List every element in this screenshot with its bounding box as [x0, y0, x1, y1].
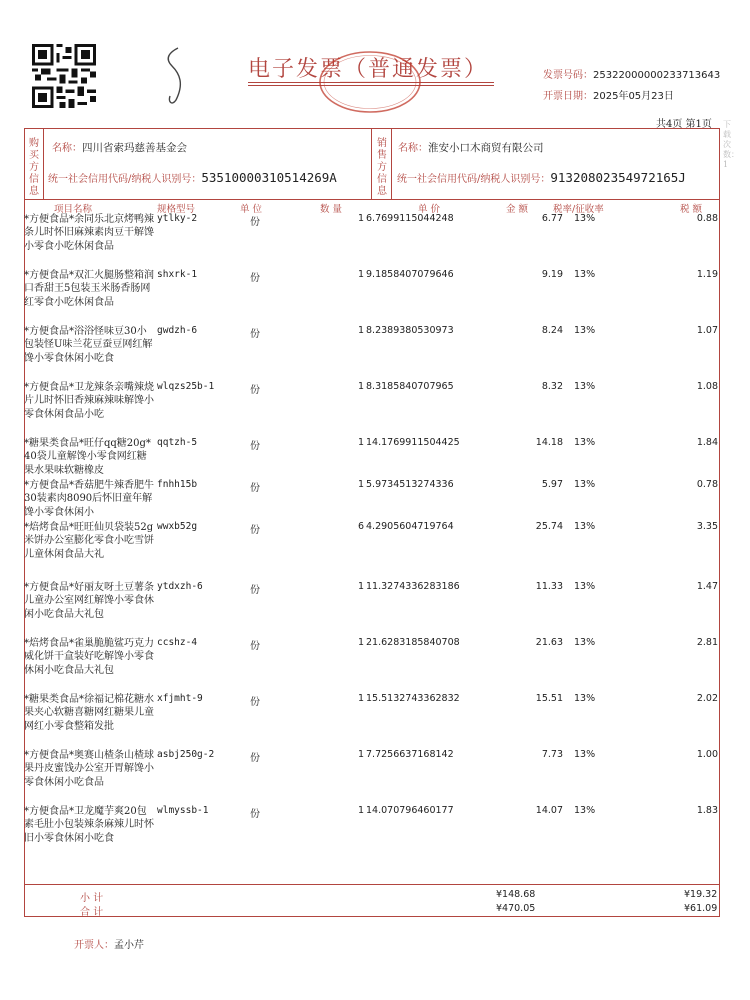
item-name: *方便食品*香菇肥牛辣香肥牛30装素肉8090后怀旧童年解馋小零食休闲小	[24, 480, 154, 518]
table-row	[24, 269, 720, 325]
issuer-label: 开票人：	[74, 940, 114, 951]
subtotal-label: 小 计	[80, 893, 104, 904]
item-price: 4.2905604719764	[366, 521, 454, 532]
item-amount: 14.07	[535, 805, 563, 816]
item-price: 15.5132743362832	[366, 693, 460, 704]
item-spec: ccshz-4	[157, 637, 198, 648]
seller-tax-id: 91320802354972165J	[550, 170, 686, 185]
item-rate: 13%	[574, 325, 596, 336]
tax-seal	[318, 50, 422, 114]
header-rate: 税率/征收率	[553, 204, 604, 215]
item-qty: 1	[357, 437, 364, 448]
item-qty: 6	[357, 521, 364, 532]
party-split-line	[371, 128, 372, 199]
table-row	[24, 479, 720, 521]
item-name: *方便食品*卫龙魔芋爽20包素毛肚小包装辣条麻辣儿时怀旧小零食休闲小吃食	[24, 806, 154, 844]
table-row	[24, 805, 720, 861]
item-unit: 份	[250, 697, 260, 708]
item-name: *方便食品*奥赛山楂条山楂球果丹皮蜜饯办公室开胃解馋小零食休闲小吃食品	[24, 750, 154, 788]
item-amount: 21.63	[535, 637, 563, 648]
item-spec: shxrk-1	[157, 269, 198, 280]
subtotal-tax: ¥19.32	[684, 889, 718, 900]
item-rate: 13%	[574, 437, 596, 448]
total-tax: ¥61.09	[684, 903, 718, 914]
items-table	[24, 213, 720, 861]
item-spec: wlmyssb-1	[157, 805, 209, 816]
item-unit: 份	[250, 525, 260, 536]
item-tax: 1.83	[696, 805, 718, 816]
item-tax: 1.07	[696, 325, 718, 336]
invoice-number: 25322000000233713643	[593, 70, 721, 81]
item-tax: 0.88	[696, 213, 718, 224]
item-amount: 9.19	[541, 269, 563, 280]
page-indicator: 共4页 第1页	[656, 119, 712, 130]
item-amount: 25.74	[535, 521, 563, 532]
item-price: 8.3185840707965	[366, 381, 454, 392]
item-tax: 2.81	[696, 637, 718, 648]
item-price: 14.1769911504425	[366, 437, 460, 448]
table-row	[24, 437, 720, 479]
item-price: 5.9734513274336	[366, 479, 454, 490]
download-count: 下载次数：1	[723, 120, 739, 169]
item-name: *方便食品*卫龙辣条亲嘴辣烧片儿时怀旧香辣麻辣味解馋小零食休闲食品小吃	[24, 382, 154, 420]
issuer-name: 孟小芹	[114, 940, 144, 951]
total-amount: ¥470.05	[496, 903, 536, 914]
seller-tax-label: 统一社会信用代码/纳税人识别号：	[397, 174, 551, 185]
item-tax: 1.19	[696, 269, 718, 280]
item-name: *焙烤食品*雀巢脆脆鲨巧克力威化饼干盒装好吃解馋小零食休闲小吃食品大礼包	[24, 638, 154, 676]
seller-label-line	[391, 128, 392, 199]
item-spec: ytlky-2	[157, 213, 198, 224]
header-tax: 税 额	[680, 204, 703, 215]
item-rate: 13%	[574, 581, 596, 592]
seller-tax-line	[397, 170, 686, 185]
item-name: *焙烤食品*旺旺仙贝袋装52g米饼办公室膨化零食小吃雪饼儿童休闲食品大礼	[24, 522, 154, 560]
table-row	[24, 637, 720, 693]
item-qty: 1	[357, 805, 364, 816]
header-name: 项目名称	[54, 204, 93, 215]
item-unit: 份	[250, 217, 260, 228]
buyer-tax-id: 53510000310514269A	[201, 170, 337, 185]
item-name: *方便食品*双汇火腿肠整箱润口香甜王5包装玉米肠香肠网红零食小吃休闲食品	[24, 270, 154, 308]
item-price: 8.2389380530973	[366, 325, 454, 336]
item-rate: 13%	[574, 749, 596, 760]
item-spec: wlqzs25b-1	[157, 381, 215, 392]
item-unit: 份	[250, 483, 260, 494]
item-unit: 份	[250, 273, 260, 284]
invoice-date: 2025年05月23日	[593, 91, 674, 102]
item-spec: asbj250g-2	[157, 749, 215, 760]
item-qty: 1	[357, 693, 364, 704]
buyer-name-label: 名称：	[52, 143, 82, 154]
header-spec: 规格型号	[157, 204, 196, 215]
item-name: *糖果类食品*徐福记棉花糖水果夹心软糖喜糖网红糖果儿童网红小零食整箱发批	[24, 694, 154, 732]
item-amount: 7.73	[541, 749, 563, 760]
item-tax: 2.02	[696, 693, 718, 704]
item-rate: 13%	[574, 269, 596, 280]
table-row	[24, 213, 720, 269]
item-unit: 份	[250, 385, 260, 396]
buyer-tax-label: 统一社会信用代码/纳税人识别号：	[48, 174, 202, 185]
item-spec: qqtzh-5	[157, 437, 198, 448]
invoice-title: 电子发票（普通发票）	[248, 57, 489, 82]
item-unit: 份	[250, 585, 260, 596]
invoice-number-line	[543, 66, 720, 81]
item-amount: 6.77	[541, 213, 563, 224]
item-name: *方便食品*余同乐北京烤鸭辣条儿时怀旧麻辣素肉豆干解馋小零食小吃休闲食品	[24, 214, 154, 252]
item-spec: xfjmht-9	[157, 693, 203, 704]
item-amount: 15.51	[535, 693, 563, 704]
buyer-side-label: 购买方信息	[29, 138, 39, 197]
invoice-date-line	[543, 87, 674, 102]
buyer-name-line	[52, 139, 187, 155]
item-price: 14.070796460177	[366, 805, 454, 816]
seller-name: 淮安小口木商贸有限公司	[428, 142, 544, 154]
item-spec: wwxb52g	[157, 521, 198, 532]
buyer-label-line	[43, 128, 44, 199]
item-rate: 13%	[574, 805, 596, 816]
item-name: *方便食品*好丽友呀土豆薯条儿童办公室网红解馋小零食休闲小吃食品大礼包	[24, 582, 154, 620]
seller-name-line	[398, 139, 544, 155]
header-unit: 单 位	[240, 204, 263, 215]
qr-code	[32, 44, 96, 108]
item-qty: 1	[357, 749, 364, 760]
issuer-line	[74, 936, 144, 951]
item-price: 21.6283185840708	[366, 637, 460, 648]
item-qty: 1	[357, 325, 364, 336]
buyer-tax-line	[48, 170, 337, 185]
item-qty: 1	[357, 269, 364, 280]
subtotal-amount: ¥148.68	[496, 889, 536, 900]
item-tax: 1.00	[696, 749, 718, 760]
item-tax: 1.47	[696, 581, 718, 592]
seller-side-label: 销售方信息	[377, 138, 387, 197]
item-unit: 份	[250, 753, 260, 764]
items-divider	[24, 884, 720, 885]
header-amount: 金 额	[506, 204, 529, 215]
table-row	[24, 521, 720, 581]
item-spec: fnhh15b	[157, 479, 198, 490]
item-rate: 13%	[574, 693, 596, 704]
item-name: *方便食品*浴浴怪味豆30小包装怪U味兰花豆蚕豆网红解馋小零食休闲小吃食	[24, 326, 153, 364]
invoice-number-label: 发票号码：	[543, 70, 593, 81]
item-qty: 1	[357, 637, 364, 648]
item-price: 6.7699115044248	[366, 213, 454, 224]
item-rate: 13%	[574, 381, 596, 392]
table-row	[24, 325, 720, 381]
item-price: 9.1858407079646	[366, 269, 454, 280]
item-amount: 5.97	[541, 479, 563, 490]
item-amount: 8.32	[541, 381, 563, 392]
seller-name-label: 名称：	[398, 143, 428, 154]
handwritten-mark	[150, 40, 210, 115]
item-qty: 1	[357, 213, 364, 224]
item-qty: 1	[357, 381, 364, 392]
total-label: 合 计	[80, 907, 104, 918]
buyer-name: 四川省索玛慈善基金会	[82, 142, 187, 154]
item-rate: 13%	[574, 479, 596, 490]
header-qty: 数 量	[320, 204, 343, 215]
item-tax: 0.78	[696, 479, 718, 490]
table-row	[24, 381, 720, 437]
item-unit: 份	[250, 441, 260, 452]
item-spec: ytdxzh-6	[157, 581, 203, 592]
item-tax: 1.08	[696, 381, 718, 392]
item-qty: 1	[357, 479, 364, 490]
item-tax: 3.35	[696, 521, 718, 532]
table-row	[24, 581, 720, 637]
item-amount: 11.33	[535, 581, 563, 592]
item-amount: 8.24	[541, 325, 563, 336]
table-row	[24, 749, 720, 805]
item-price: 7.7256637168142	[366, 749, 454, 760]
invoice-date-label: 开票日期：	[543, 91, 593, 102]
item-tax: 1.84	[696, 437, 718, 448]
item-unit: 份	[250, 329, 260, 340]
item-amount: 14.18	[535, 437, 563, 448]
item-rate: 13%	[574, 521, 596, 532]
item-rate: 13%	[574, 213, 596, 224]
item-name: *糖果类食品*旺仔qq糖20g*40袋儿童解馋小零食网红糖果水果味软糖橡皮	[24, 438, 151, 476]
item-rate: 13%	[574, 637, 596, 648]
header-price: 单 价	[418, 204, 441, 215]
item-unit: 份	[250, 809, 260, 820]
party-divider	[24, 199, 720, 200]
item-price: 11.3274336283186	[366, 581, 460, 592]
table-row	[24, 693, 720, 749]
item-spec: gwdzh-6	[157, 325, 198, 336]
item-qty: 1	[357, 581, 364, 592]
item-unit: 份	[250, 641, 260, 652]
